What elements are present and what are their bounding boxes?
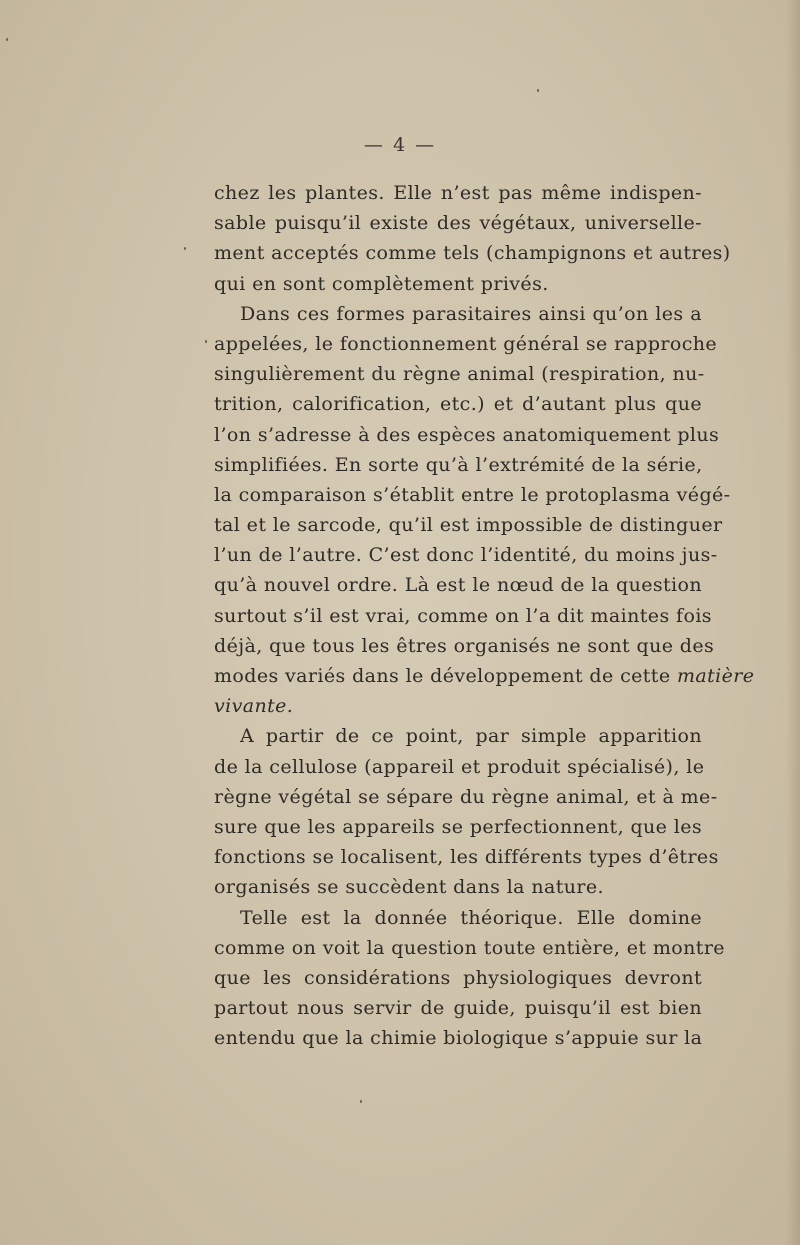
text-line: appelées, le fonctionnement général se rapproche: [214, 332, 718, 355]
paper-speck: [184, 247, 186, 250]
text-line: simplifiées. En sorte qu’à l’extrémité de la série,: [214, 453, 703, 476]
text-line: l’on s’adresse à des espèces anatomiquement plus: [214, 423, 720, 446]
text-line: A partir de ce point, par simple apparition: [240, 725, 702, 748]
paper-speck: [360, 1100, 362, 1103]
text-line: singulièrement du règne animal (respiration, nu-: [214, 363, 705, 386]
italic-fragment: vivante.: [214, 695, 294, 718]
text-line: [214, 691, 702, 721]
paper-speck: [6, 38, 8, 41]
text-line: qu’à nouvel ordre. Là est le nœud de la question: [214, 574, 702, 597]
text-line: comme on voit la question toute entière, et montre: [214, 936, 725, 959]
text-line: fonctions se localisent, les différents types d’êtres: [214, 846, 719, 869]
paper-speck: [537, 89, 539, 92]
text-line: tal et le sarcode, qu’il est impossible de distinguer: [214, 514, 723, 537]
text-line: ment acceptés comme tels (champignons et autres): [214, 242, 731, 265]
text-line: l’un de l’autre. C’est donc l’identité, du moins jus-: [214, 544, 718, 567]
text-line: surtout s’il est vrai, comme on l’a dit maintes fois: [214, 604, 712, 627]
text-line: chez les plantes. Elle n’est pas même indispen-: [214, 182, 702, 204]
text-line: règne végétal se sépare du règne animal, et à me-: [214, 785, 718, 808]
text-line: sure que les appareils se perfectionnent, que les: [214, 815, 703, 838]
text-line: Dans ces formes parasitaires ainsi qu’on les a: [240, 302, 702, 325]
text-line: déjà, que tous les êtres organisés ne sont que des: [214, 634, 715, 657]
page-edge-shadow: [786, 0, 800, 1245]
text-fragment: modes variés dans le développement de cette: [214, 665, 671, 687]
text-line: sable puisqu’il existe des végétaux, universelle-: [214, 212, 702, 235]
text-line: partout nous servir de guide, puisqu’il est bien: [214, 997, 702, 1020]
text-line: de la cellulose (appareil et produit spécialisé), le: [214, 755, 705, 778]
body-text: [214, 178, 755, 1053]
page-number: — 4 —: [363, 134, 437, 156]
text-line: organisés se succèdent dans la nature.: [214, 876, 604, 899]
text-line: trition, calorification, etc.) et d’autant plus que: [214, 393, 702, 416]
text-line: que les considérations physiologiques devront: [214, 966, 702, 989]
text-line: Telle est la donnée théorique. Elle domine: [240, 906, 702, 929]
paper-speck: [205, 340, 207, 343]
italic-fragment: matière: [676, 665, 755, 687]
text-line: qui en sont complètement privés.: [214, 272, 549, 295]
text-line: la comparaison s’établit entre le protoplasma végé-: [214, 483, 731, 506]
text-line: entendu que la chimie biologique s’appuie sur la: [214, 1027, 703, 1050]
text-line: [214, 661, 755, 691]
